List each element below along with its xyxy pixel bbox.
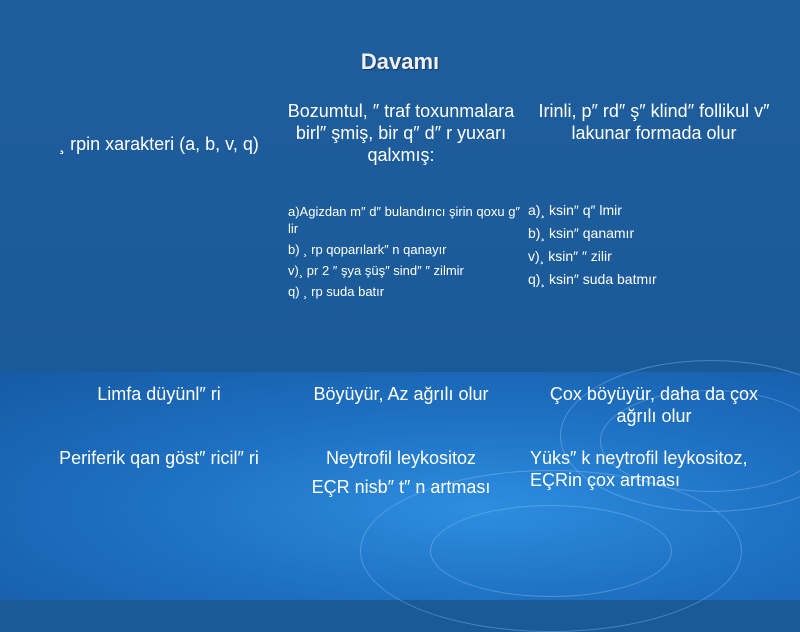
slide-title: Davamı bbox=[360, 49, 440, 74]
row1-col3-header: Irinli, p″ rd″ ş″ klind″ follikul v″ lakunar formada olur bbox=[538, 101, 770, 143]
row1-col2-header: Bozumtul, ″ traf toxunmalara birl″ şmiş, bir q″ d″ r yuxarı qalxmış: bbox=[287, 101, 515, 165]
list-item: v)¸ pr 2 ″ şya şüş″ sind″ ″ zilmir bbox=[288, 263, 464, 278]
list-item: b)¸ ksin″ qanamır bbox=[528, 225, 635, 241]
row3-col3: Yüks″ k neytrofil leykositoz, EÇRin çox artması bbox=[530, 448, 748, 490]
row3-col2-line2: EÇR nisb″ t″ n artması bbox=[311, 477, 491, 497]
row3-label: Periferik qan göst″ ricil″ ri bbox=[59, 448, 259, 468]
list-item: q) ¸ rp suda batır bbox=[288, 284, 385, 299]
row1-col2-list bbox=[288, 203, 526, 304]
row2-col2: Böyüyür, Az ağrılı olur bbox=[313, 384, 489, 404]
row3-col2-line1: Neytrofil leykositoz bbox=[325, 448, 477, 468]
list-item: a)¸ ksin″ q″ lmir bbox=[528, 202, 622, 218]
row2-label: Limfa düyünl″ ri bbox=[97, 384, 221, 404]
list-item: b) ¸ rp qoparılark″ n qanayır bbox=[288, 242, 447, 257]
ripple-ring bbox=[430, 505, 672, 597]
row2-col3: Çox böyüyür, daha da çox ağrılı olur bbox=[549, 384, 759, 426]
list-item: v)¸ ksin″ ″ zilir bbox=[528, 248, 612, 264]
list-item: q)¸ ksin″ suda batmır bbox=[528, 271, 657, 287]
row1-col3-list bbox=[528, 202, 780, 294]
row1-label: ¸ rpin xarakteri (a, b, v, q) bbox=[59, 134, 259, 154]
list-item: a)Agizdan m″ d″ bulandırıcı şirin qoxu g″ lir bbox=[288, 204, 521, 236]
